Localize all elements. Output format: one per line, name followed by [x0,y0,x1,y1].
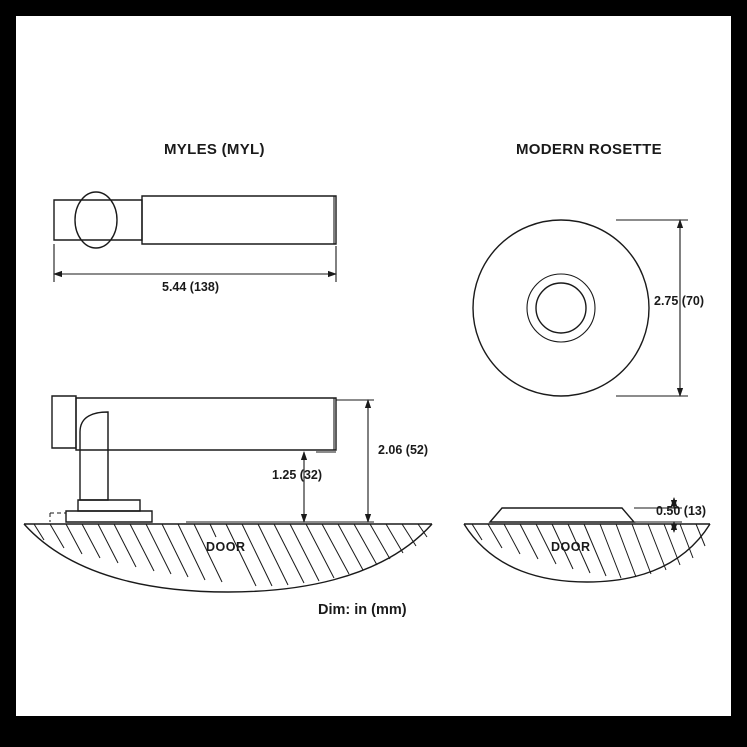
lever-length-dimension [54,244,336,282]
title-left: MYLES (MYL) [164,141,265,158]
door-label-left: DOOR [206,540,246,554]
drawing-sheet [16,16,731,716]
lever-top-view [54,192,336,248]
rosette-diameter-dimension [616,220,688,396]
lever-projection-label: 2.06 (52) [378,443,429,457]
lever-length-label: 5.44 (138) [162,280,219,294]
title-right: MODERN ROSETTE [516,141,662,158]
lever-height-dimension [304,452,336,522]
lever-height-label: 1.25 (32) [272,468,323,482]
lever-side-view [50,396,336,522]
rosette-diameter-label: 2.75 (70) [654,294,705,308]
rosette-thickness-label: 0.50 (13) [656,504,707,518]
rosette-side-view [490,508,634,522]
rosette-front-view [473,220,649,396]
lever-projection-dimension [186,400,374,522]
units-footer: Dim: in (mm) [318,602,407,618]
door-surface-left [24,524,432,592]
door-label-right: DOOR [551,540,591,554]
